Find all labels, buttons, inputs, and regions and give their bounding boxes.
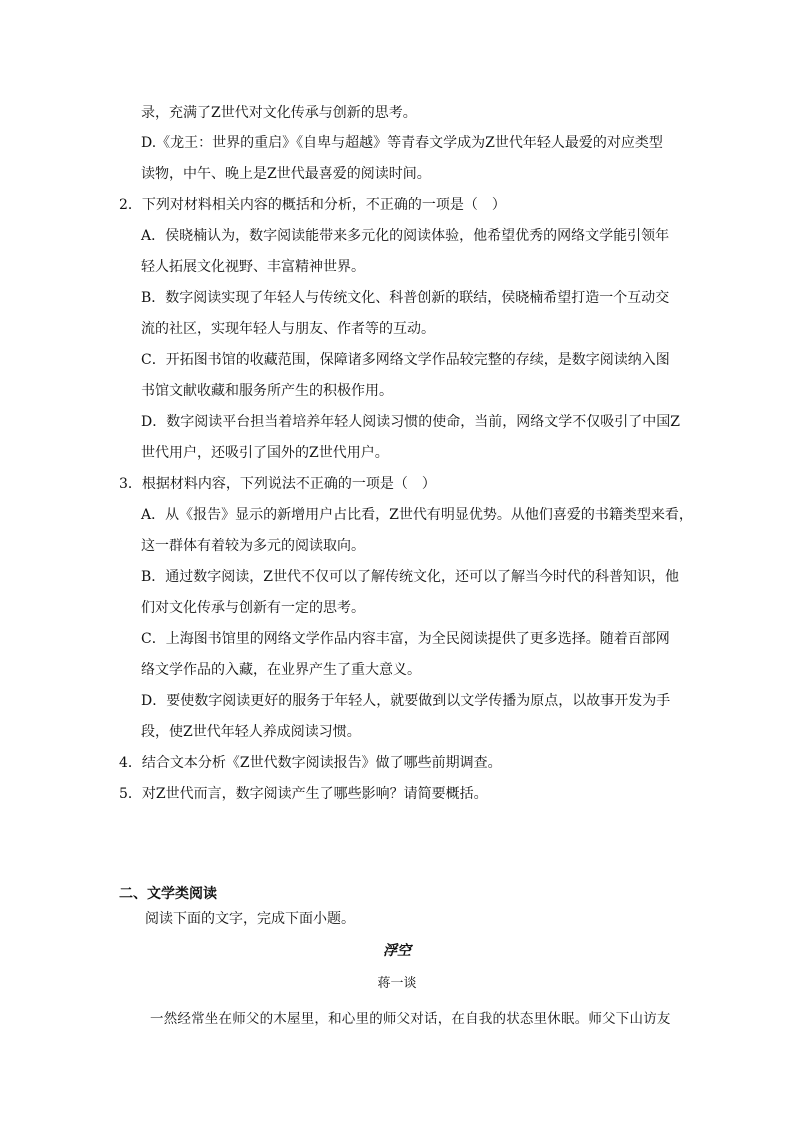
q3-option-c-cont: 络文学作品的入藏，在业界产生了重大意义。 <box>141 662 421 678</box>
story-author: 蒋一谈 <box>377 976 417 991</box>
story-paragraph: 一然经常坐在师父的木屋里，和心里的师父对话，在自我的状态里休眠。师父下山访友 <box>150 1011 671 1027</box>
q3-option-d: D．要使数字阅读更好的服务于年轻人，就要做到以文学传播为原点，以故事开发为手 <box>141 693 671 709</box>
q3-option-a: A．从《报告》显示的新增用户占比看，Z世代有明显优势。从他们喜爱的书籍类型来看， <box>141 507 693 523</box>
q2-option-c-cont: 书馆文献收藏和服务所产生的积极作用。 <box>141 383 393 399</box>
q2-option-b-cont: 流的社区，实现年轻人与朋友、作者等的互动。 <box>141 321 435 337</box>
option-d-line: D.《龙王：世界的重启》《自卑与超越》等青春文学成为Z世代年轻人最爱的对应类型 <box>141 135 663 151</box>
story-title: 浮空 <box>383 943 411 959</box>
text-line: 录，充满了Z世代对文化传承与创新的思考。 <box>141 105 417 121</box>
question-5: 5．对Z世代而言，数字阅读产生了哪些影响？请简要概括。 <box>119 786 488 802</box>
q2-option-a-cont: 轻人拓展文化视野、丰富精神世界。 <box>141 259 365 275</box>
question-3: 3．根据材料内容，下列说法不正确的一项是（ ） <box>119 476 436 492</box>
q2-option-d: D．数字阅读平台担当着培养年轻人阅读习惯的使命，当前，网络文学不仅吸引了中国Z <box>141 414 680 430</box>
q2-option-a: A．侯晓楠认为，数字阅读能带来多元化的阅读体验，他希望优秀的网络文学能引领年 <box>141 228 670 244</box>
q3-option-b: B．通过数字阅读，Z世代不仅可以了解传统文化，还可以了解当今时代的科普知识，他 <box>141 569 680 585</box>
section-heading: 二、文学类阅读 <box>119 886 217 902</box>
q3-option-b-cont: 们对文化传承与创新有一定的思考。 <box>141 600 365 616</box>
q2-option-c: C．开拓图书馆的收藏范围，保障诸多网络文学作品较完整的存续，是数字阅读纳入图 <box>141 352 670 368</box>
instruction-text: 阅读下面的文字，完成下面小题。 <box>145 911 355 927</box>
q3-option-c: C．上海图书馆里的网络文学作品内容丰富，为全民阅读提供了更多选择。随着百部网 <box>141 631 670 647</box>
q2-option-b: B．数字阅读实现了年轻人与传统文化、科普创新的联结，侯晓楠希望打造一个互动交 <box>141 290 670 306</box>
q3-option-d-cont: 段，使Z世代年轻人养成阅读习惯。 <box>141 724 361 740</box>
text-line: 读物，中午、晚上是Z世代最喜爱的阅读时间。 <box>141 166 431 182</box>
q2-option-d-cont: 世代用户，还吸引了国外的Z世代用户。 <box>141 445 389 461</box>
q3-option-a-cont: 这一群体有着较为多元的阅读取向。 <box>141 538 365 554</box>
question-4: 4．结合文本分析《Z世代数字阅读报告》做了哪些前期调查。 <box>119 755 502 771</box>
question-2: 2．下列对材料相关内容的概括和分析，不正确的一项是（ ） <box>119 197 506 213</box>
